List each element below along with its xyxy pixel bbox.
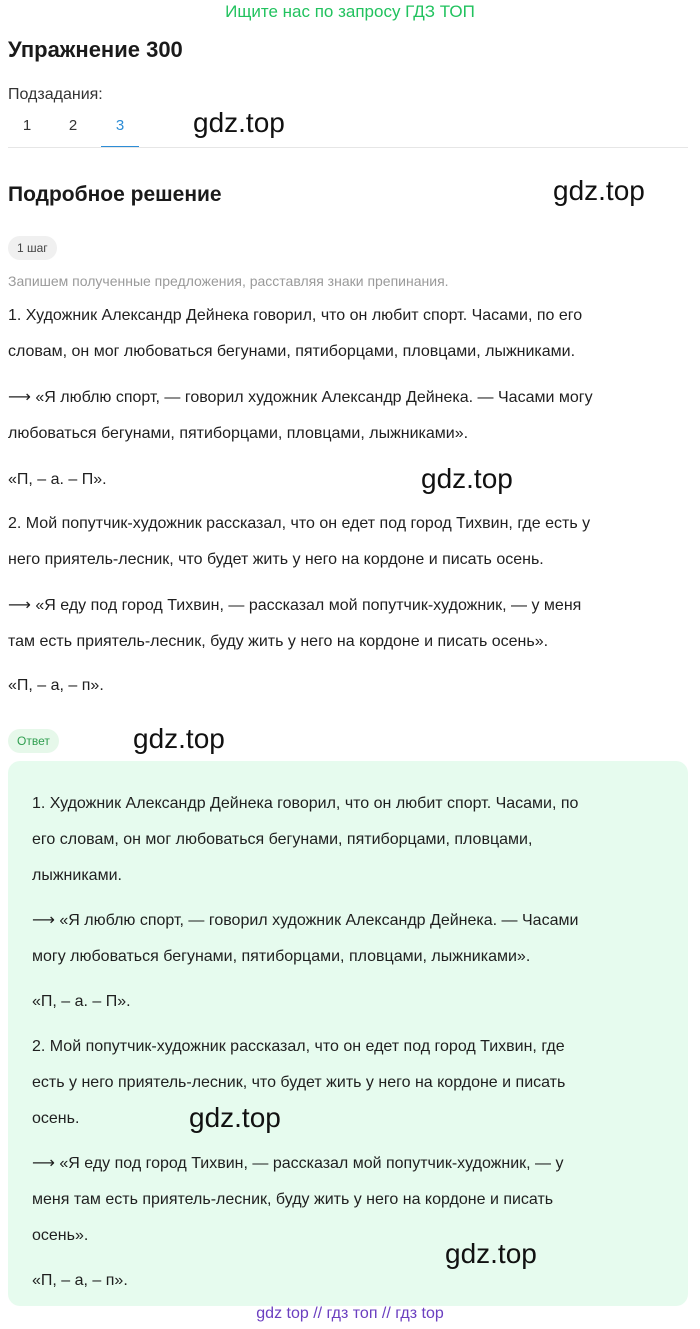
answer-line: есть у него приятель-лесник, что будет жить у него на кордоне и писать [32, 1074, 566, 1091]
solution-line: ⟶ «Я еду под город Тихвин, — рассказал мой попутчик-художник, — у меня [8, 597, 582, 614]
answer-badge: Ответ [8, 729, 59, 753]
solution-line: него приятель-лесник, что будет жить у него на кордоне и писать осень. [8, 551, 544, 568]
solution-line: любоваться бегунами, пятиборцами, пловцами, лыжниками». [8, 425, 469, 442]
answer-line: ⟶ «Я еду под город Тихвин, — рассказал мой попутчик-художник, — у [32, 1155, 564, 1172]
watermark: gdz.top [445, 1238, 537, 1269]
search-banner: Ищите нас по запросу ГДЗ ТОП [225, 2, 475, 21]
answer-line: ⟶ «Я люблю спорт, — говорил художник Александр Дейнека. — Часами [32, 912, 579, 929]
answer-line: «П, – а, – п». [32, 1272, 128, 1289]
solution-line: словам, он мог любоваться бегунами, пятиборцами, пловцами, лыжниками. [8, 343, 576, 360]
answer-line: осень. [32, 1110, 80, 1127]
solution-line: там есть приятель-лесник, буду жить у него на кордоне и писать осень». [8, 633, 549, 650]
answer-line: «П, – а. – П». [32, 993, 131, 1010]
watermark: gdz.top [133, 723, 225, 754]
answer-line: 2. Мой попутчик-художник рассказал, что он едет под город Тихвин, где [32, 1038, 565, 1055]
answer-line: меня там есть приятель-лесник, буду жить у него на кордоне и писать [32, 1191, 554, 1208]
answer-line: его словам, он мог любоваться бегунами, пятиборцами, пловцами, [32, 831, 533, 848]
watermark: gdz.top [553, 175, 645, 206]
footer-links[interactable]: gdz top // гдз топ // гдз top [256, 1305, 444, 1322]
answer-line: осень». [32, 1227, 89, 1244]
answer-line: лыжниками. [32, 867, 122, 884]
solution-hint: Запишем полученные предложения, расставляя знаки препинания. [8, 273, 449, 289]
solution-line: «П, – а, – п». [8, 677, 104, 694]
solution-line: 2. Мой попутчик-художник рассказал, что он едет под город Тихвин, где есть у [8, 515, 591, 532]
tab-2[interactable]: 2 [68, 117, 78, 134]
subtasks-label: Подзадания: [8, 86, 103, 103]
solution-line: ⟶ «Я люблю спорт, — говорил художник Александр Дейнека. — Часами могу [8, 389, 593, 406]
tab-3[interactable]: 3 [101, 112, 139, 148]
divider [8, 147, 688, 148]
tab-1[interactable]: 1 [22, 117, 32, 134]
answer-line: могу любоваться бегунами, пятиборцами, пловцами, лыжниками». [32, 948, 531, 965]
watermark: gdz.top [189, 1102, 281, 1133]
answer-line: 1. Художник Александр Дейнека говорил, что он любит спорт. Часами, по [32, 795, 579, 812]
step-badge: 1 шаг [8, 236, 57, 260]
watermark: gdz.top [193, 107, 285, 138]
page-title: Упражнение 300 [8, 37, 183, 62]
solution-line: «П, – а. – П». [8, 471, 107, 488]
solution-heading: Подробное решение [8, 183, 222, 206]
watermark: gdz.top [421, 463, 513, 494]
solution-line: 1. Художник Александр Дейнека говорил, что он любит спорт. Часами, по его [8, 307, 583, 324]
